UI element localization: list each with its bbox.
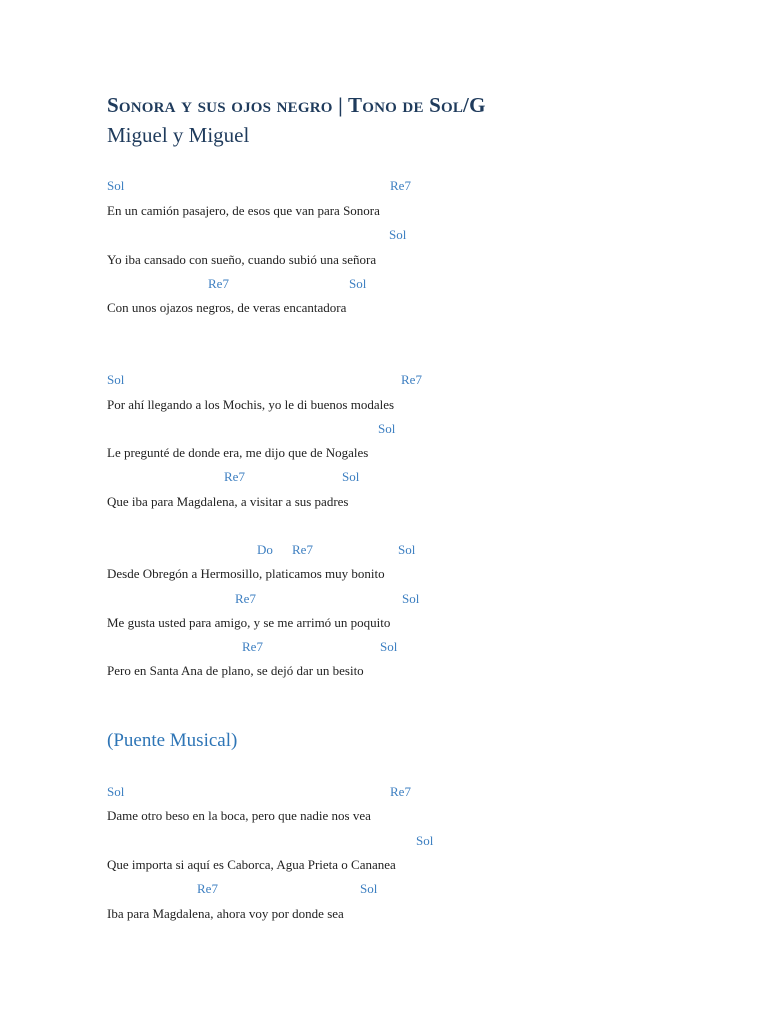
chord: Sol — [389, 227, 407, 242]
lyric-line: Que importa si aquí es Caborca, Agua Prieta o Cananea — [107, 857, 396, 872]
chord: Re7 — [390, 784, 411, 799]
chord: Re7 — [208, 276, 229, 291]
chord: Re7 — [390, 178, 411, 193]
section-heading: (Puente Musical) — [107, 730, 238, 751]
artist-name: Miguel y Miguel — [107, 123, 250, 147]
chord: Sol — [342, 469, 360, 484]
chord: Sol — [107, 784, 125, 799]
lyric-line: Por ahí llegando a los Mochis, yo le di buenos modales — [107, 397, 395, 412]
lyric-line: Me gusta usted para amigo, y se me arrimó un poquito — [107, 615, 391, 630]
chord: Sol — [360, 881, 378, 896]
chord: Sol — [349, 276, 367, 291]
chord: Sol — [398, 542, 416, 557]
chord: Sol — [107, 178, 125, 193]
lyric-line: Con unos ojazos negros, de veras encantadora — [107, 300, 347, 315]
lyric-line: Dame otro beso en la boca, pero que nadie nos vea — [107, 808, 371, 823]
chord: Sol — [107, 372, 125, 387]
lyric-line: Desde Obregón a Hermosillo, platicamos muy bonito — [107, 566, 385, 581]
lyric-line: Le pregunté de donde era, me dijo que de Nogales — [107, 445, 369, 460]
chord: Re7 — [401, 372, 422, 387]
lyric-line: Yo iba cansado con sueño, cuando subió una señora — [107, 252, 377, 267]
chord: Re7 — [242, 639, 263, 654]
song-title: Sonora y sus ojos negro | Tono de Sol/G — [107, 93, 486, 117]
lyric-line: Iba para Magdalena, ahora voy por donde sea — [107, 906, 344, 921]
chord: Sol — [380, 639, 398, 654]
lyric-line: Pero en Santa Ana de plano, se dejó dar un besito — [107, 663, 364, 678]
chord: Sol — [416, 833, 434, 848]
chord: Re7 — [197, 881, 218, 896]
chord: Sol — [378, 421, 396, 436]
chord: Sol — [402, 591, 420, 606]
lyric-line: En un camión pasajero, de esos que van para Sonora — [107, 203, 380, 218]
chord: Do — [257, 542, 273, 557]
chord: Re7 — [224, 469, 245, 484]
lyric-line: Que iba para Magdalena, a visitar a sus padres — [107, 494, 349, 509]
chord: Re7 — [235, 591, 256, 606]
chord: Re7 — [292, 542, 313, 557]
